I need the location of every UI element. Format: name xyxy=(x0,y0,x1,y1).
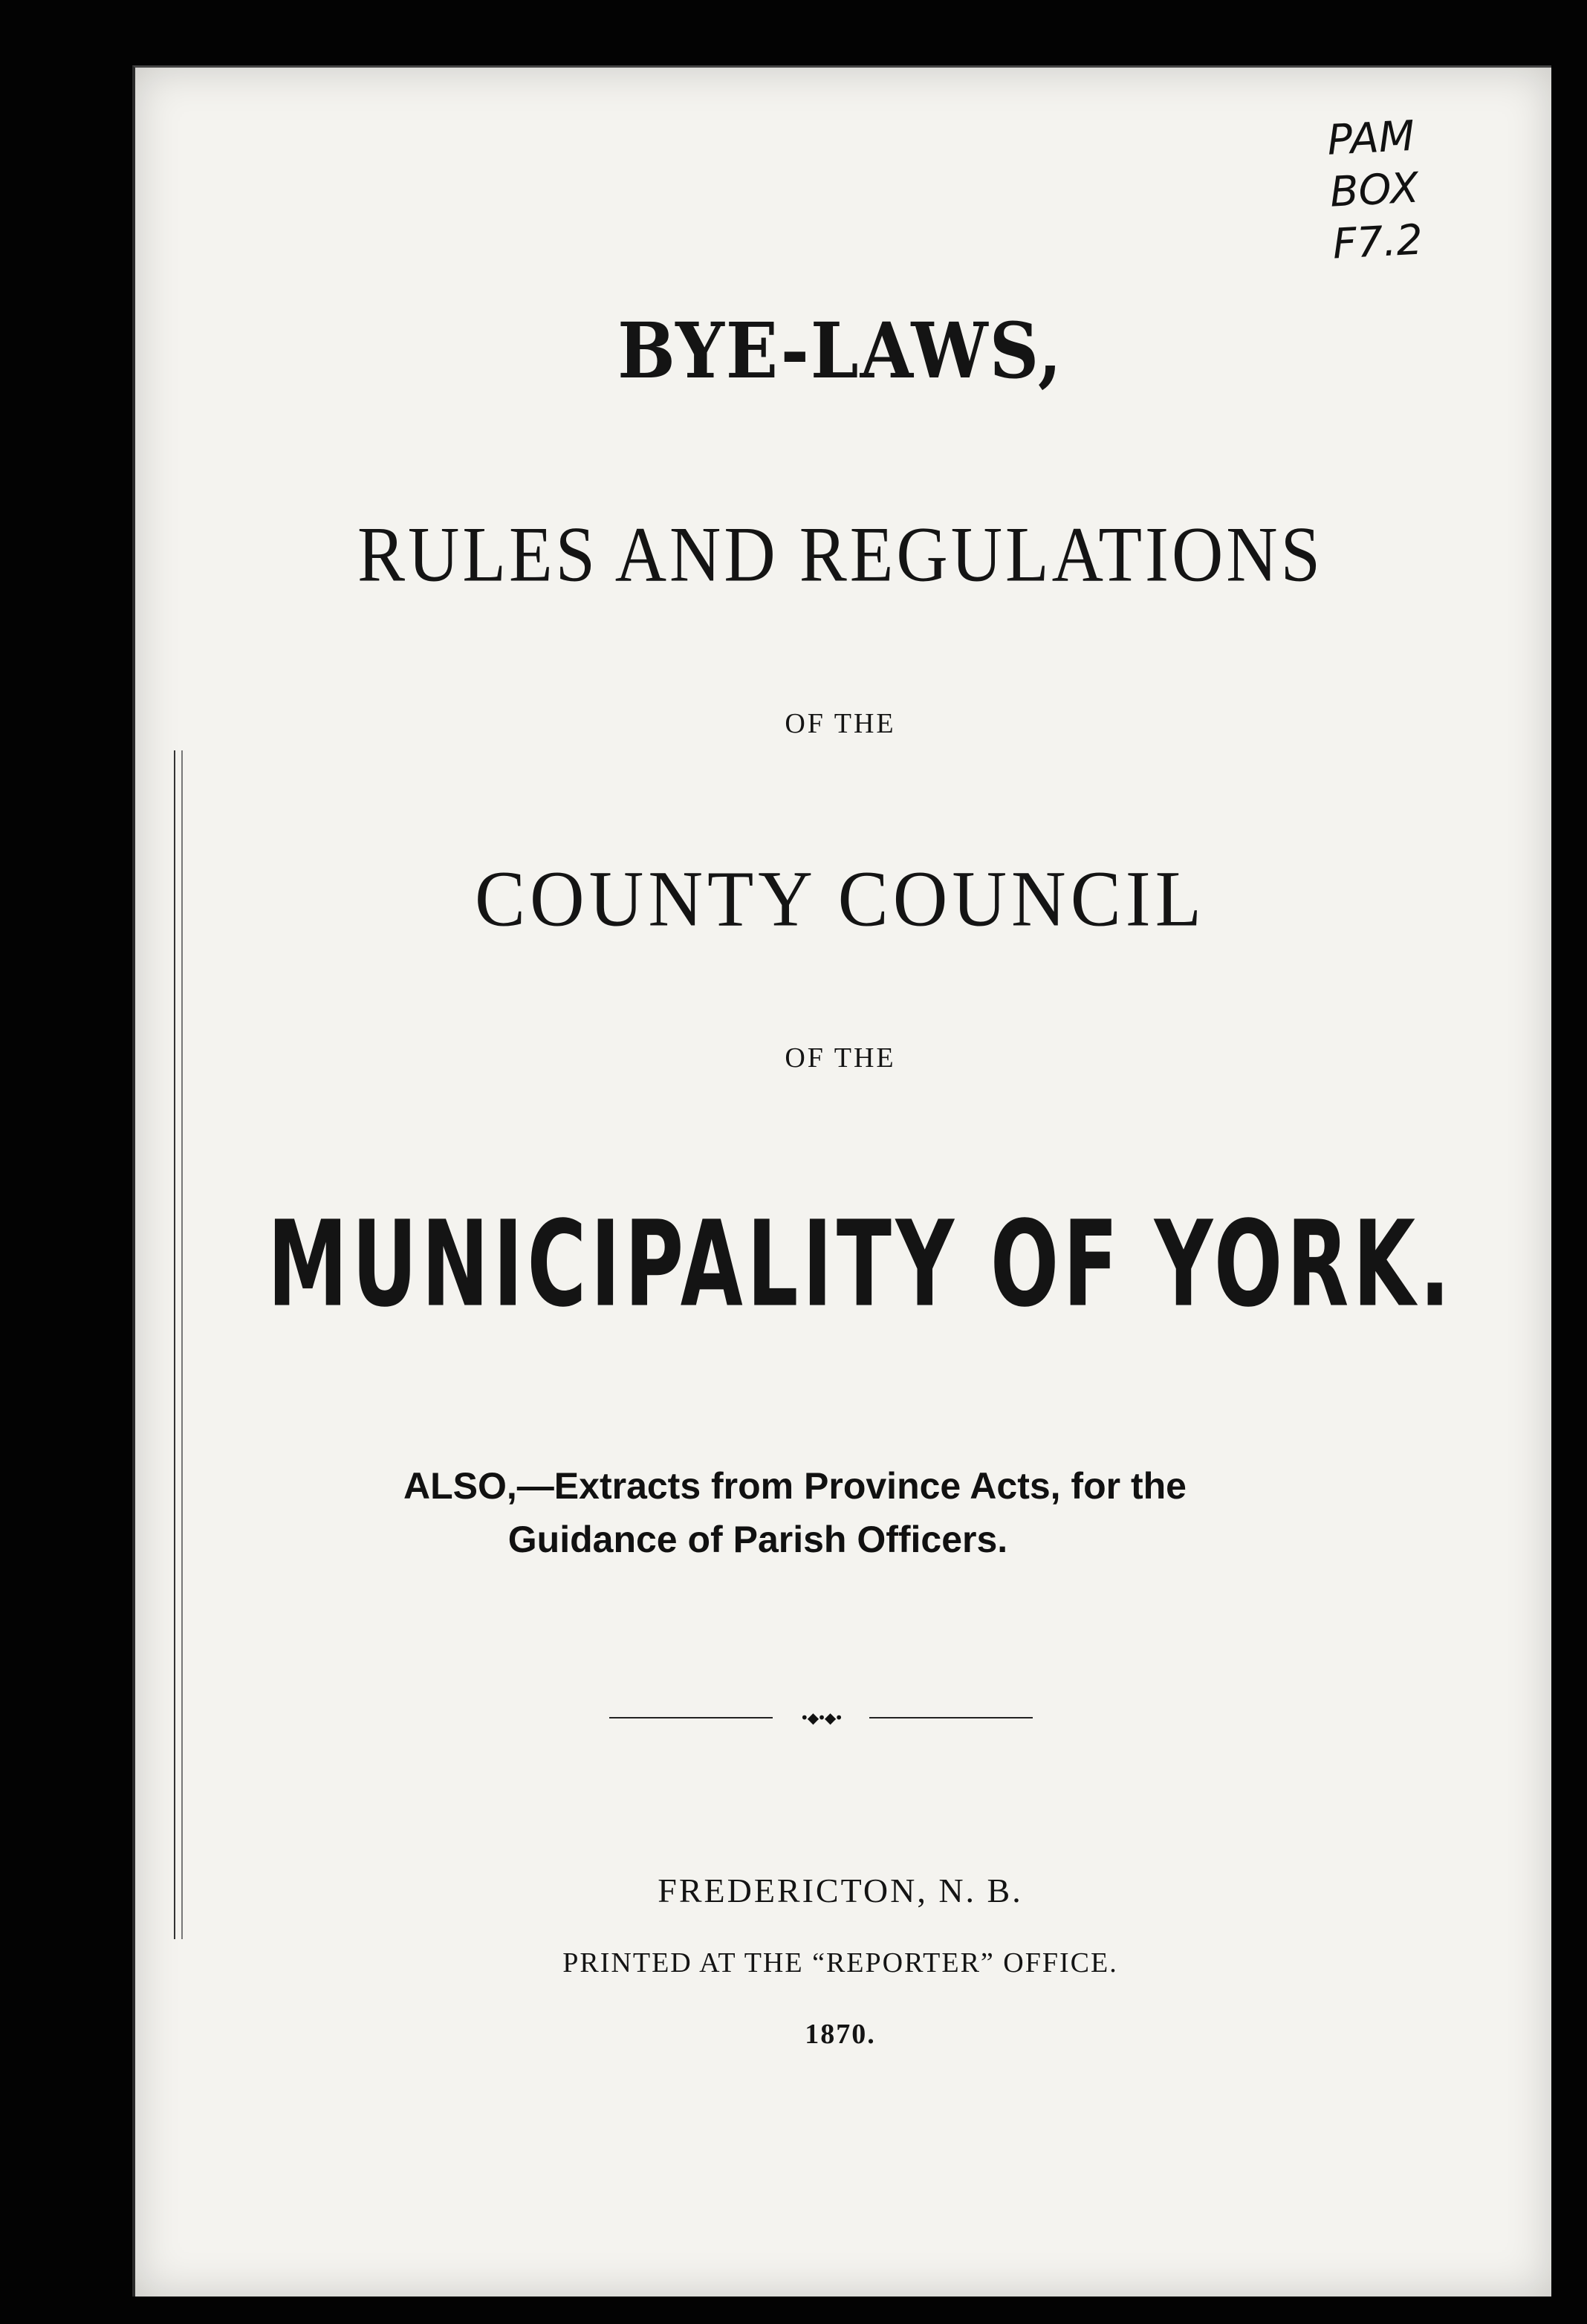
of-the-text: OF THE xyxy=(785,1042,896,1074)
title-county-council: COUNTY COUNCIL xyxy=(474,855,1207,944)
subtitle-line: ALSO,—Extracts from Province Acts, for the xyxy=(403,1465,1187,1507)
ornamental-divider xyxy=(609,1710,1033,1725)
imprint-year: 1870. xyxy=(805,2019,876,2050)
title-bye-laws: BYE-LAWS, xyxy=(617,305,1063,396)
imprint-place: FREDERICTON, N. B. xyxy=(658,1872,1023,1909)
imprint-printer: PRINTED AT THE “REPORTER” OFFICE. xyxy=(562,1947,1118,1979)
divider-rule xyxy=(869,1717,1033,1718)
handwritten-line: F7.2 xyxy=(1331,215,1424,269)
handwritten-shelf-mark xyxy=(1326,105,1528,270)
title-rules-and-regulations: RULES AND REGULATIONS xyxy=(357,510,1324,598)
divider-rule xyxy=(609,1717,773,1718)
handwritten-line: BOX xyxy=(1328,163,1421,217)
handwritten-line: PAM xyxy=(1325,111,1416,165)
title-municipality-of-york: MUNICIPALITY OF YORK. xyxy=(267,1195,1455,1334)
of-the-text: OF THE xyxy=(785,708,896,739)
divider-ornament: •◆•◆• xyxy=(799,1709,843,1727)
subtitle-line: Guidance of Parish Officers. xyxy=(507,1519,1008,1560)
